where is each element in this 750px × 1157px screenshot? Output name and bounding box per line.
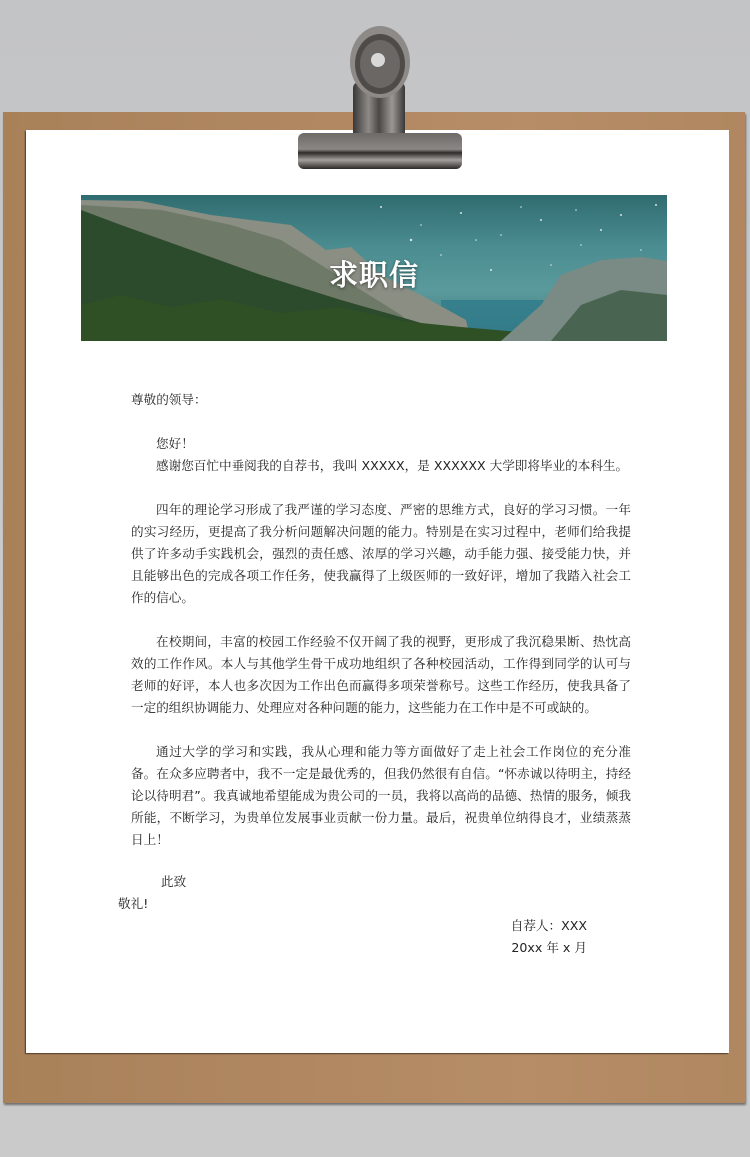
intro-paragraph: 感谢您百忙中垂阅我的自荐书，我叫 XXXXX，是 XXXXXX 大学即将毕业的本科生。	[156, 458, 629, 473]
paragraph-campus: 在校期间，丰富的校园工作经验不仅开阔了我的视野，更形成了我沉稳果断、热忱高效的工作作风。本人与其他学生骨干成功地组织了各种校园活动，工作得到同学的认可与老师的好评，本人也多次因为工作出色而赢得多项荣誉称号。这些工作经历，使我具备了一定的组织协调能力、处理应对各种问题的能力，这些能力在工作中是不可或缺的。	[131, 634, 631, 715]
letter-body	[118, 389, 631, 959]
greeting: 您好！	[156, 436, 194, 451]
binder-clip-icon	[290, 20, 470, 175]
closing-line-1: 此致	[161, 874, 187, 889]
signature: 自荐人：XXX	[510, 918, 587, 933]
paragraph-preparation: 通过大学的学习和实践，我从心理和能力等方面做好了走上社会工作岗位的充分准备。在众多应聘者中，我不一定是最优秀的，但我仍然很有自信。“怀赤诚以待明主，持经论以待明君”。我真诚地希望能成为贵公司的一员，我将以高尚的品德、热情的服务，倾我所能，不断学习，为贵单位发展事业贡献一份力量。最后，祝贵单位纳得良才，业绩蒸蒸日上！	[131, 744, 631, 847]
salutation: 尊敬的领导：	[131, 392, 207, 407]
date: 20xx 年 x 月	[511, 940, 587, 955]
closing-line-2: 敬礼!	[118, 896, 149, 911]
header-banner	[81, 195, 667, 341]
page-title: 求职信	[328, 258, 419, 292]
paragraph-study: 四年的理论学习形成了我严谨的学习态度、严密的思维方式，良好的学习习惯。一年的实习经历，更提高了我分析问题解决问题的能力。特别是在实习过程中，老师们给我提供了许多动手实践机会，强烈的责任感、浓厚的学习兴趣，动手能力强、接受能力快，并且能够出色的完成各项工作任务，使我赢得了上级医师的一致好评，增加了我踏入社会工作的信心。	[131, 502, 631, 605]
